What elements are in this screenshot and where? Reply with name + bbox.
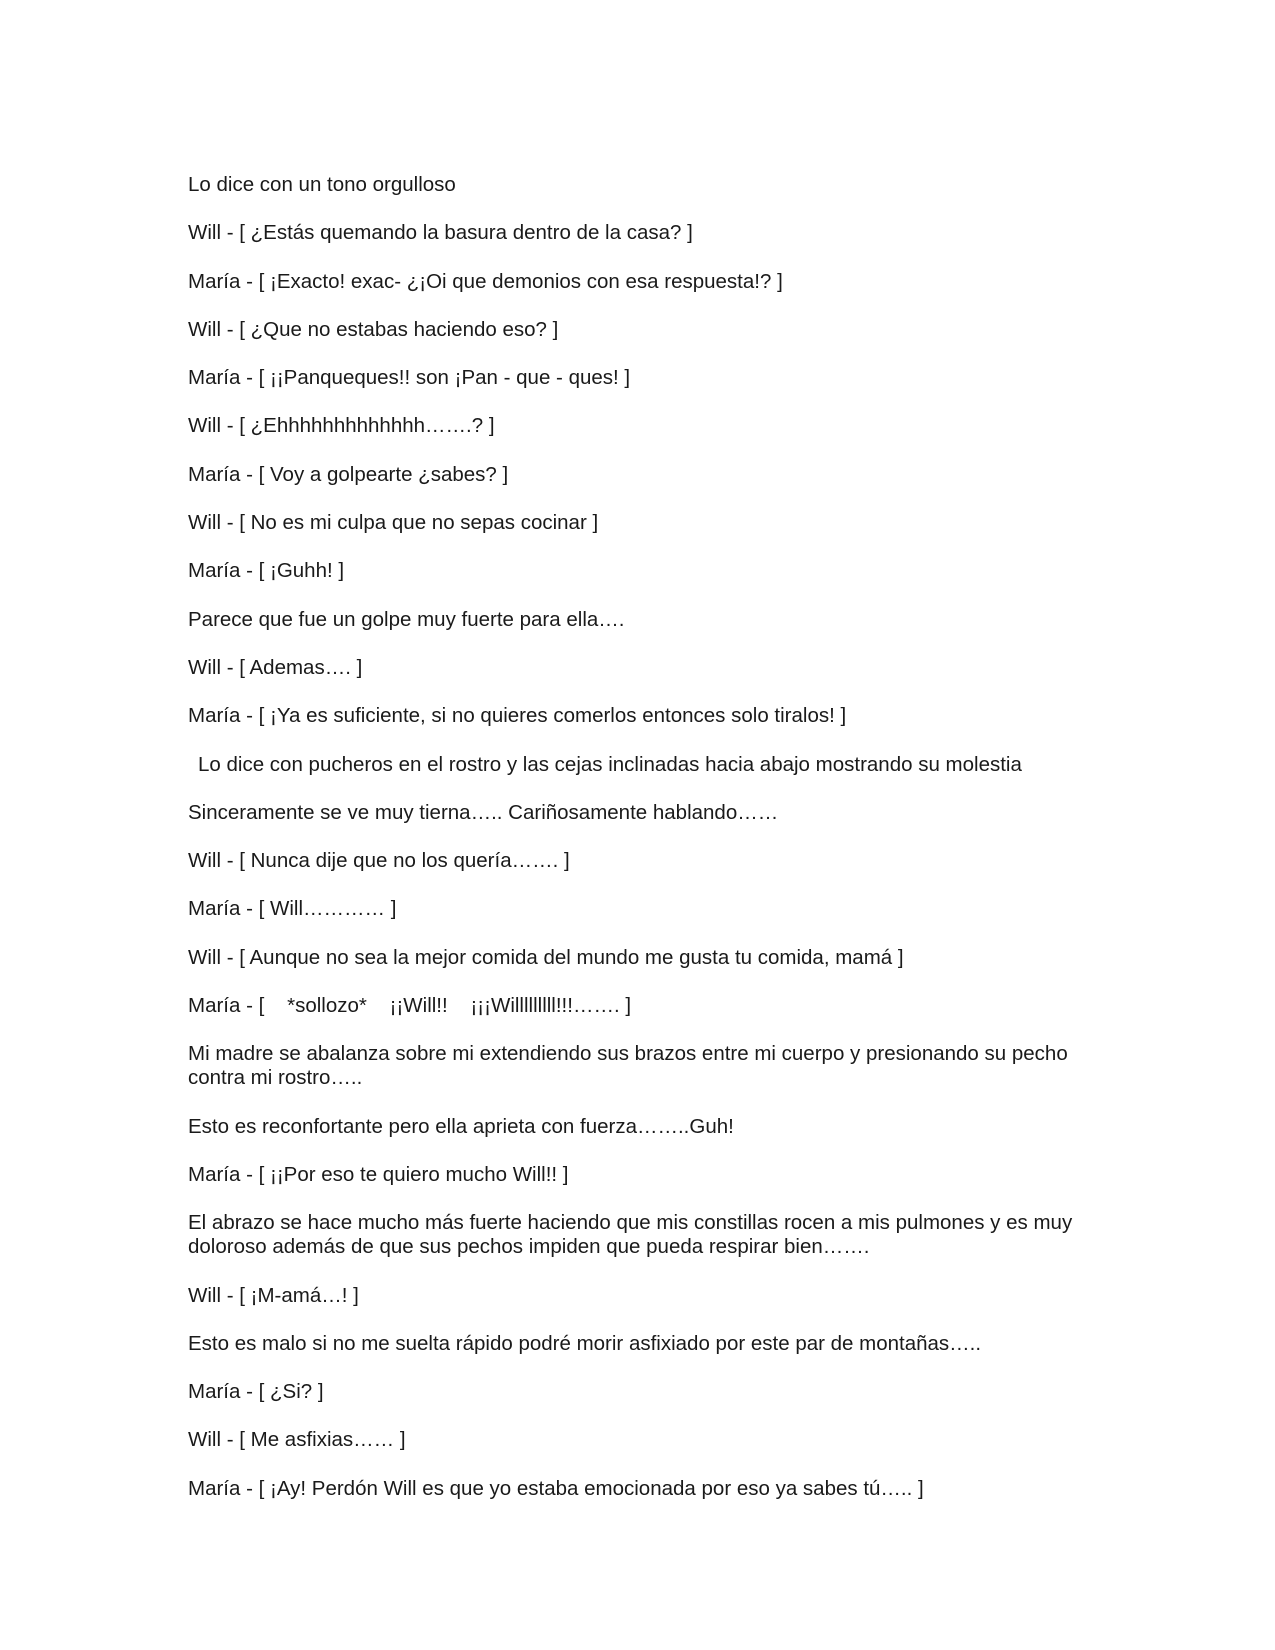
dialogue-line: Will - [ Aunque no sea la mejor comida del mundo me gusta tu comida, mamá ] (188, 945, 904, 969)
narration-paragraph: Lo dice con pucheros en el rostro y las cejas inclinadas hacia abajo mostrando su molestia (198, 752, 1022, 776)
narration-paragraph: Mi madre se abalanza sobre mi extendiendo sus brazos entre mi cuerpo y presionando su pecho contra mi rostro….. (188, 1042, 1074, 1090)
dialogue-line: María - [ ¡Ay! Perdón Will es que yo estaba emocionada por eso ya sabes tú….. ] (188, 1476, 924, 1500)
dialogue-line: María - [ Will………… ] (188, 897, 397, 921)
dialogue-line: María - [ ¡¡Panqueques!! son ¡Pan - que - ques! ] (188, 366, 631, 390)
dialogue-line: Will - [ ¡M-amá…! ] (188, 1283, 359, 1307)
dialogue-line: María - [ ¡Exacto! exac- ¿¡Oi que demonios con esa respuesta!? ] (188, 269, 783, 293)
dialogue-line: Will - [ ¿Que no estabas haciendo eso? ] (188, 317, 559, 341)
dialogue-line: María - [ Voy a golpearte ¿sabes? ] (188, 462, 509, 486)
narration-paragraph: Sinceramente se ve muy tierna….. Cariñosamente hablando…… (188, 800, 779, 824)
dialogue-line: María - [ ¿Si? ] (188, 1380, 324, 1404)
dialogue-line: Will - [ Ademas…. ] (188, 655, 363, 679)
dialogue-line: María - [ ¡¡Por eso te quiero mucho Will!! ] (188, 1162, 569, 1186)
dialogue-line: María - [ ¡Ya es suficiente, si no quieres comerlos entonces solo tiralos! ] (188, 704, 847, 728)
dialogue-line: María - [ *sollozo* ¡¡Will!! ¡¡¡Willlllllll!!!……. ] (188, 994, 632, 1018)
dialogue-line: María - [ ¡Guhh! ] (188, 559, 345, 583)
dialogue-line: Will - [ No es mi culpa que no sepas cocinar ] (188, 511, 599, 535)
dialogue-line: Will - [ ¿Estás quemando la basura dentro de la casa? ] (188, 221, 693, 245)
dialogue-line: Will - [ ¿Ehhhhhhhhhhhhh…….? ] (188, 414, 495, 438)
dialogue-line: Will - [ Me asfixias…… ] (188, 1428, 406, 1452)
narration-paragraph: Lo dice con un tono orgulloso (188, 173, 456, 196)
document-page (188, 173, 1108, 1525)
narration-paragraph: El abrazo se hace mucho más fuerte haciendo que mis constillas rocen a mis pulmones y es muy doloroso además de que sus pechos impiden que pueda respirar bien……. (188, 1211, 1078, 1259)
narration-paragraph: Parece que fue un golpe muy fuerte para ella…. (188, 607, 625, 631)
narration-paragraph: Esto es reconfortante pero ella aprieta con fuerza……..Guh! (188, 1114, 734, 1138)
narration-paragraph: Esto es malo si no me suelta rápido podré morir asfixiado por este par de montañas….. (188, 1331, 982, 1355)
dialogue-line: Will - [ Nunca dije que no los quería……. ] (188, 849, 570, 873)
